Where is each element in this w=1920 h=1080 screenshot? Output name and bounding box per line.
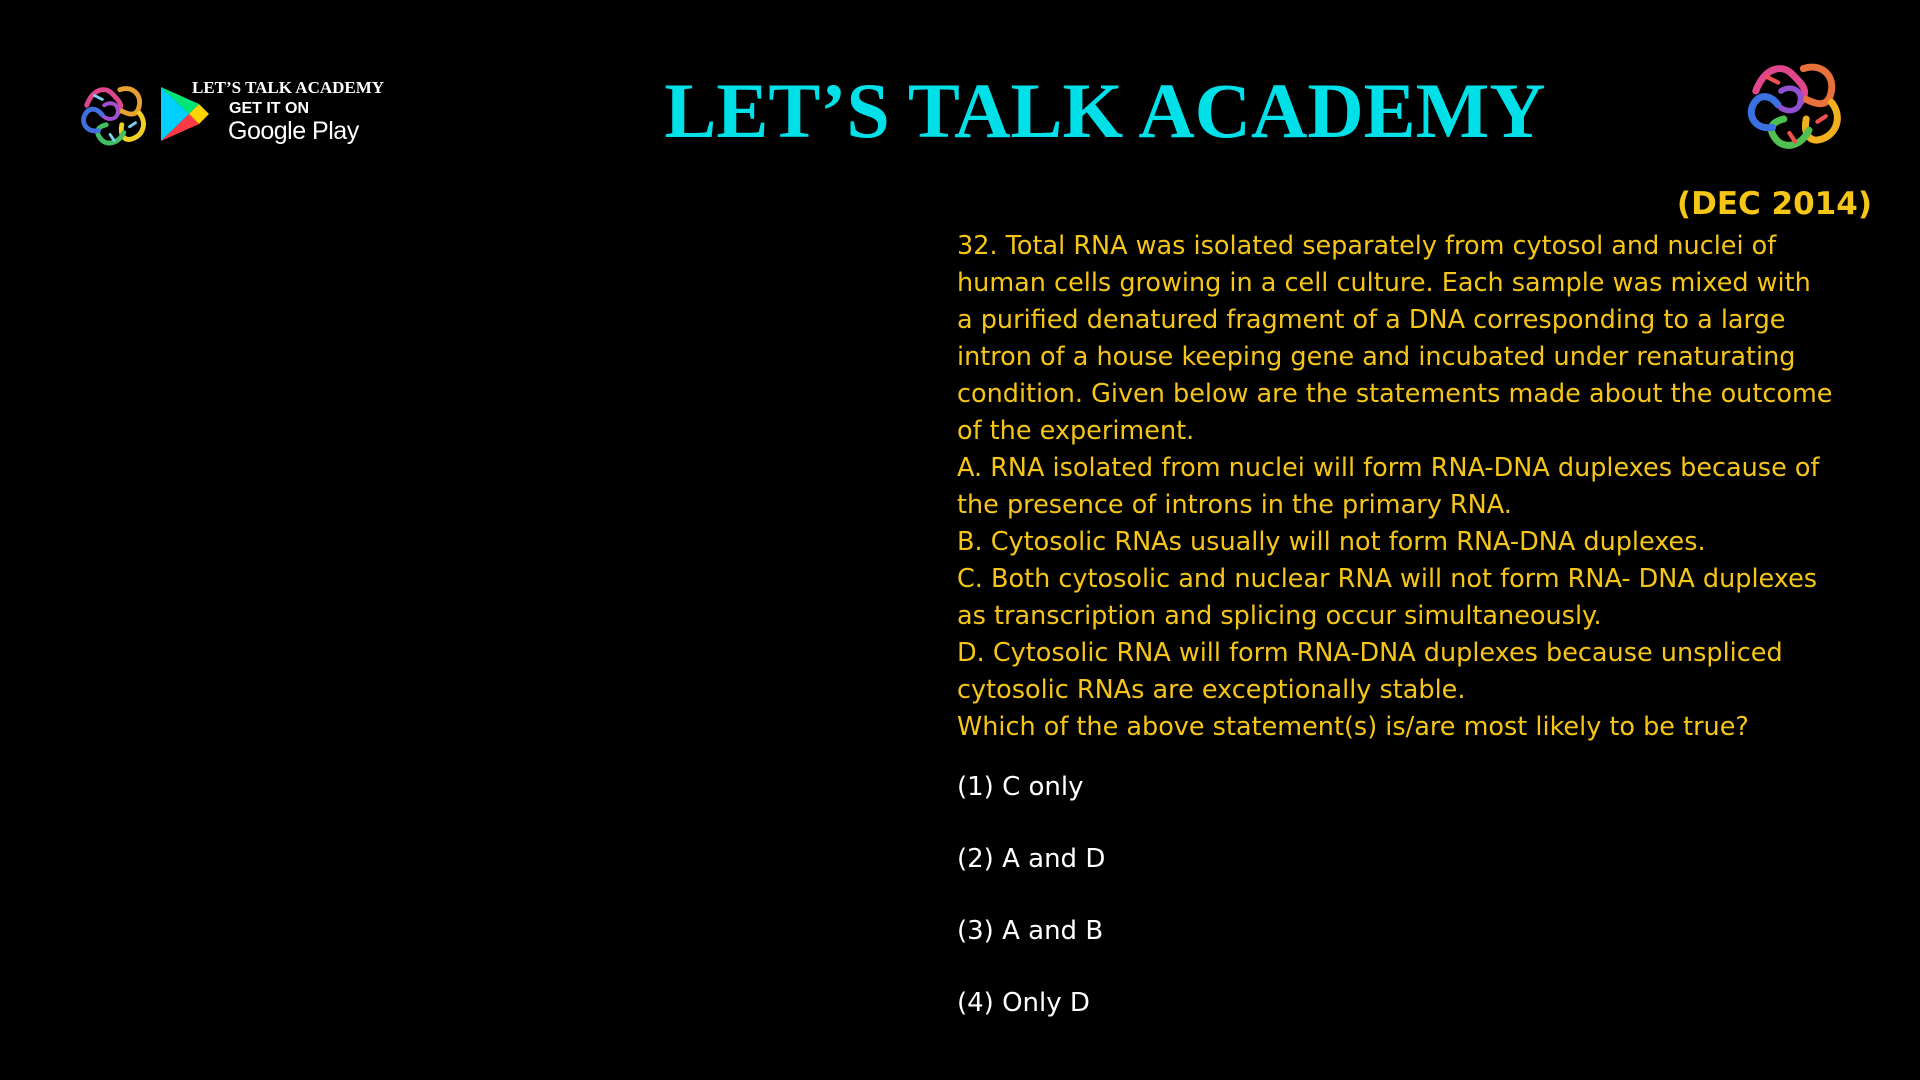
option-1: (1) C only bbox=[957, 772, 1084, 802]
page-title: LET’S TALK ACADEMY bbox=[664, 67, 1546, 154]
question-line: condition. Given below are the statements made about the outcome bbox=[957, 379, 1833, 409]
answer-options bbox=[957, 768, 1105, 1056]
option-3: (3) A and B bbox=[957, 916, 1104, 946]
question-line: 32. Total RNA was isolated separately from cytosol and nuclei of bbox=[957, 231, 1777, 261]
option-4: (4) Only D bbox=[957, 988, 1090, 1018]
exam-session-label: (DEC 2014) bbox=[1676, 186, 1872, 222]
badge-brand-name: LET’S TALK ACADEMY bbox=[192, 78, 385, 97]
question-line: intron of a house keeping gene and incubated under renaturating bbox=[957, 342, 1796, 372]
statement-d-cont: cytosolic RNAs are exceptionally stable. bbox=[957, 675, 1466, 705]
question-line: of the experiment. bbox=[957, 416, 1195, 446]
question-prompt: Which of the above statement(s) is/are most likely to be true? bbox=[957, 712, 1749, 742]
question-line: a purified denatured fragment of a DNA corresponding to a large bbox=[957, 305, 1786, 335]
statement-b: B. Cytosolic RNAs usually will not form RNA-DNA duplexes. bbox=[957, 527, 1706, 557]
statement-c: C. Both cytosolic and nuclear RNA will not form RNA- DNA duplexes bbox=[957, 564, 1818, 594]
statement-c-cont: as transcription and splicing occur simultaneously. bbox=[957, 601, 1602, 631]
protein-ribbon-logo-icon bbox=[1739, 49, 1851, 161]
statement-d: D. Cytosolic RNA will form RNA-DNA duplexes because unspliced bbox=[957, 638, 1783, 668]
option-2: (2) A and D bbox=[957, 844, 1106, 874]
question-text bbox=[957, 228, 1877, 746]
statement-a: A. RNA isolated from nuclei will form RNA-DNA duplexes because of bbox=[957, 453, 1820, 483]
question-line: human cells growing in a cell culture. Each sample was mixed with bbox=[957, 268, 1811, 298]
statement-a-cont: the presence of introns in the primary RNA. bbox=[957, 490, 1512, 520]
badge-store-name: Google Play bbox=[228, 117, 359, 145]
badge-get-it-on: GET IT ON bbox=[229, 100, 309, 117]
